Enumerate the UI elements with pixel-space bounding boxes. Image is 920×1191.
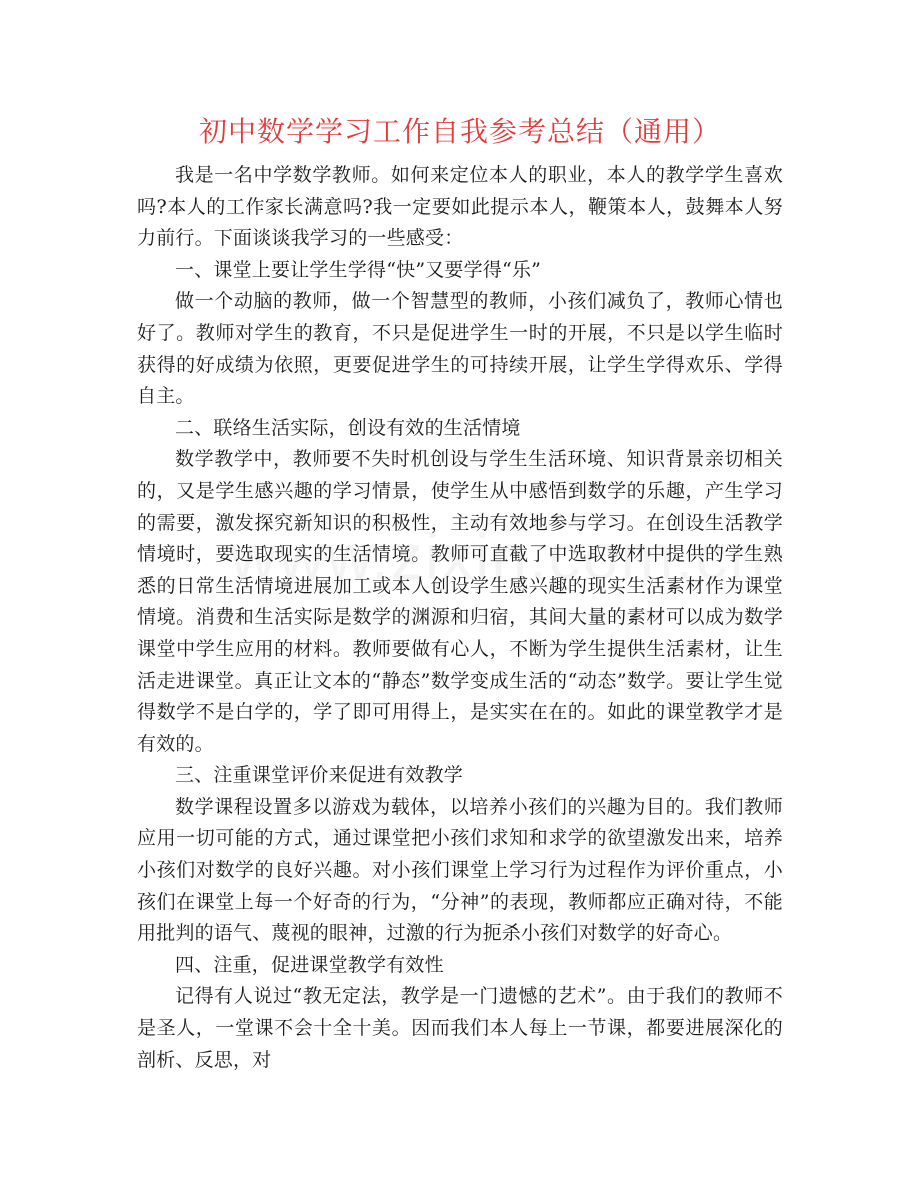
document-body xyxy=(137,160,783,1076)
section-heading-3: 三、注重课堂评价来促进有效教学 xyxy=(175,764,464,787)
section-heading-1: 一、课堂上要让学生学得“快”又要学得“乐” xyxy=(175,258,542,281)
paragraph-4: 记得有人说过“教无定法，教学是一门遗憾的艺术”。由于我们的教师不是圣人，一堂课不会十全十美。因而我们本人每上一节课，都要进展深化的剖析、反思，对 xyxy=(137,985,783,1071)
document-title: 初中数学学习工作自我参考总结（通用） xyxy=(198,115,721,148)
paragraph-intro: 我是一名中学数学教师。如何来定位本人的职业，本人的教学学生喜欢吗?本人的工作家长满意吗?我一定要如此提示本人，鞭策本人，鼓舞本人努力前行。下面谈谈我学习的一些感受： xyxy=(137,164,783,250)
section-heading-2: 二、联络生活实际，创设有效的生活情境 xyxy=(175,416,521,439)
paragraph-1: 做一个动脑的教师，做一个智慧型的教师，小孩们减负了，教师心情也好了。教师对学生的教育，不只是促进学生一时的开展，不只是以学生临时获得的好成绩为依照，更要促进学生的可持续开展，让学生学得欢乐、学得自主。 xyxy=(137,290,783,408)
paragraph-3: 数学课程设置多以游戏为载体，以培养小孩们的兴趣为目的。我们教师应用一切可能的方式，通过课堂把小孩们求知和求学的欲望激发出来，培养小孩们对数学的良好兴趣。对小孩们课堂上学习行为过程作为评价重点，小孩们在课堂上每一个好奇的行为，“分神”的表现，教师都应正确对待，不能用批判的语气、蔑视的眼神，过激的行为扼杀小孩们对数学的好奇心。 xyxy=(137,795,783,945)
paragraph-2: 数学教学中，教师要不失时机创设与学生生活环境、知识背景亲切相关的，又是学生感兴趣的学习情景，使学生从中感悟到数学的乐趣，产生学习的需要，激发探究新知识的积极性，主动有效地参与学习。在创设生活教学情境时，要选取现实的生活情境。教师可直截了中选取教材中提供的学生熟悉的日常生活情境进展加工或本人创设学生感兴趣的现实生活素材作为课堂情境。消费和生活实际是数学的渊源和归宿，其间大量的素材可以成为数学课堂中学生应用的材料。教师要做有心人，不断为学生提供生活素材，让生活走进课堂。真正让文本的“静态”数学变成生活的“动态”数学。要让学生觉得数学不是白学的，学了即可用得上，是实实在在的。如此的课堂教学才是有效的。 xyxy=(137,448,783,755)
section-heading-4: 四、注重，促进课堂教学有效性 xyxy=(175,953,444,976)
